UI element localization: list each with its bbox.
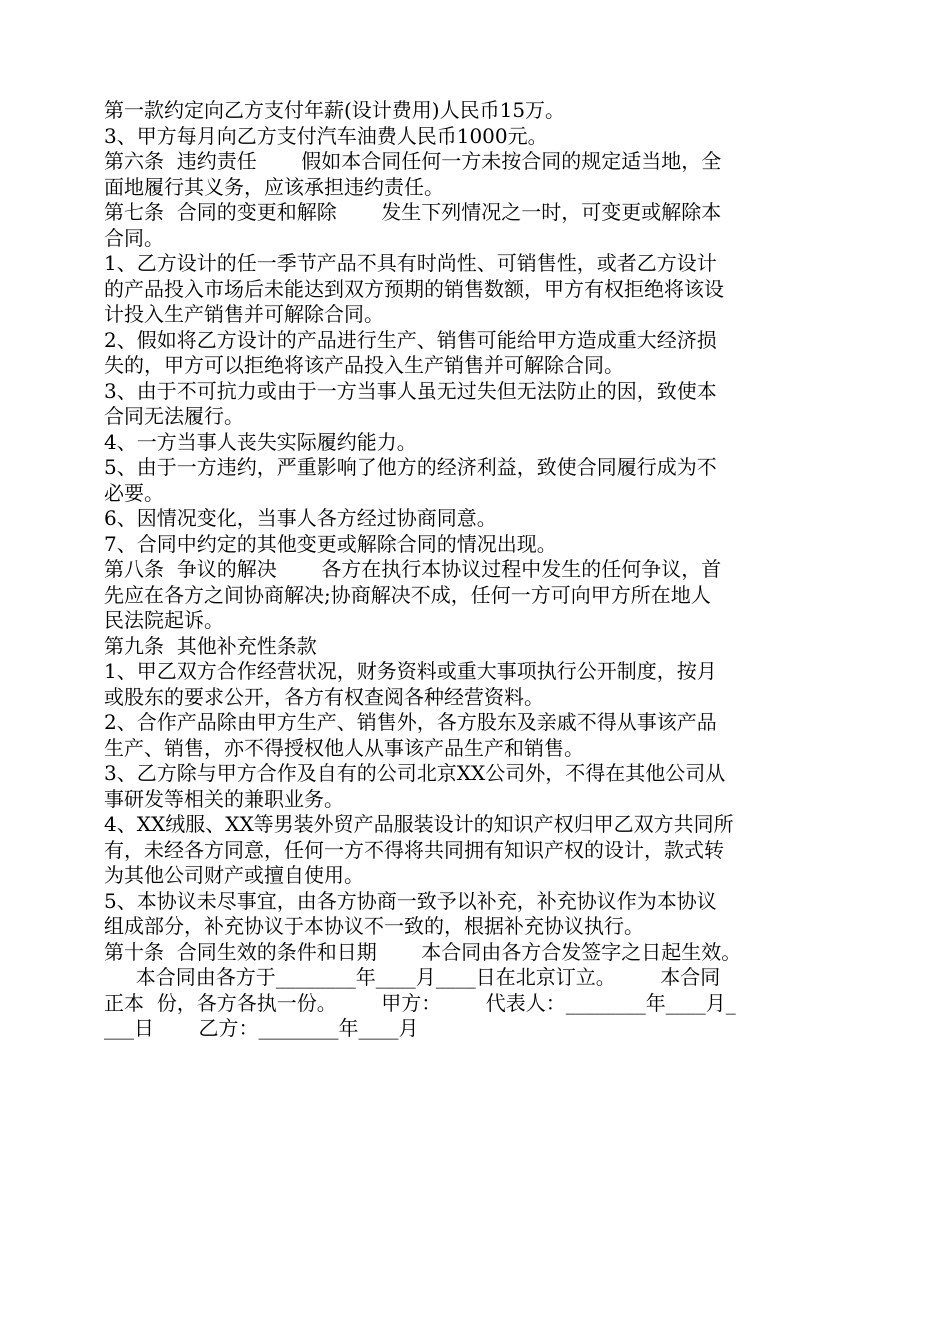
text-line: 为其他公司财产或擅自使用。 bbox=[104, 863, 364, 887]
text-line: 5、本协议未尽事宜，由各方协商一致予以补充，补充协议作为本协议 bbox=[104, 888, 717, 913]
text-line: 面地履行其义务，应该承担违约责任。 bbox=[104, 174, 444, 199]
text-line: 合同。 bbox=[104, 225, 164, 250]
text-line: 第七条 合同的变更和解除 发生下列情况之一时，可变更或解除本 bbox=[104, 200, 722, 224]
text-line: 2、合作产品除由甲方生产、销售外，各方股东及亲戚不得从事该产品 bbox=[104, 710, 717, 734]
text-line: 事研发等相关的兼职业务。 bbox=[104, 786, 344, 811]
text-line: 6、因情况变化，当事人各方经过协商同意。 bbox=[104, 506, 497, 530]
text-line: 失的，甲方可以拒绝将该产品投入生产销售并可解除合同。 bbox=[104, 353, 624, 377]
text-line: 第一款约定向乙方支付年薪(设计费用)人民币15万。 bbox=[104, 98, 566, 122]
text-line: 本合同由各方于________年____月____日在北京订立。 本合同 bbox=[104, 965, 721, 989]
text-line: 7、合同中约定的其他变更或解除合同的情况出现。 bbox=[104, 531, 557, 556]
text-line: 第六条 违约责任 假如本合同任何一方未按合同的规定适当地，全 bbox=[104, 149, 722, 173]
text-line: 正本 份，各方各执一份。 甲方： 代表人：________年____月_ bbox=[104, 990, 736, 1015]
text-line: 1、甲乙双方合作经营状况，财务资料或重大事项执行公开制度，按月 bbox=[104, 659, 717, 683]
text-line: 合同无法履行。 bbox=[104, 404, 244, 428]
text-line: 第九条 其他补充性条款 bbox=[104, 633, 317, 658]
text-line: 民法院起诉。 bbox=[104, 608, 224, 632]
text-line: ___日 乙方：________年____月 bbox=[104, 1016, 419, 1040]
text-line: 有，未经各方同意，任何一方不得将共同拥有知识产权的设计，款式转 bbox=[104, 837, 724, 862]
text-line: 3、甲方每月向乙方支付汽车油费人民币1000元。 bbox=[104, 123, 548, 148]
text-line: 3、由于不可抗力或由于一方当事人虽无过失但无法防止的因，致使本 bbox=[104, 378, 717, 403]
text-line: 2、假如将乙方设计的产品进行生产、销售可能给甲方造成重大经济损 bbox=[104, 327, 717, 352]
text-line: 4、一方当事人丧失实际履约能力。 bbox=[104, 429, 417, 454]
text-line: 1、乙方设计的任一季节产品不具有时尚性、可销售性，或者乙方设计 bbox=[104, 251, 717, 275]
text-line: 或股东的要求公开，各方有权查阅各种经营资料。 bbox=[104, 684, 544, 709]
text-line: 3、乙方除与甲方合作及自有的公司北京XX公司外，不得在其他公司从 bbox=[104, 761, 726, 785]
text-line: 4、XX绒服、XX等男装外贸产品服装设计的知识产权归甲乙双方共同所 bbox=[104, 812, 734, 836]
text-line: 组成部分，补充协议于本协议不一致的，根据补充协议执行。 bbox=[104, 914, 644, 938]
text-line: 先应在各方之间协商解决;协商解决不成，任何一方可向甲方所在地人 bbox=[104, 582, 711, 607]
text-line: 第十条 合同生效的条件和日期 本合同由各方合发签字之日起生效。 bbox=[104, 939, 742, 964]
text-line: 的产品投入市场后未能达到双方预期的销售数额，甲方有权拒绝将该设 bbox=[104, 276, 724, 301]
text-line: 5、由于一方违约，严重影响了他方的经济利益，致使合同履行成为不 bbox=[104, 455, 717, 479]
text-line: 生产、销售，亦不得授权他人从事该产品生产和销售。 bbox=[104, 735, 584, 760]
document-body bbox=[104, 98, 862, 1042]
text-line: 计投入生产销售并可解除合同。 bbox=[104, 302, 384, 326]
text-line: 第八条 争议的解决 各方在执行本协议过程中发生的任何争议，首 bbox=[104, 557, 722, 581]
text-line: 必要。 bbox=[104, 480, 164, 505]
